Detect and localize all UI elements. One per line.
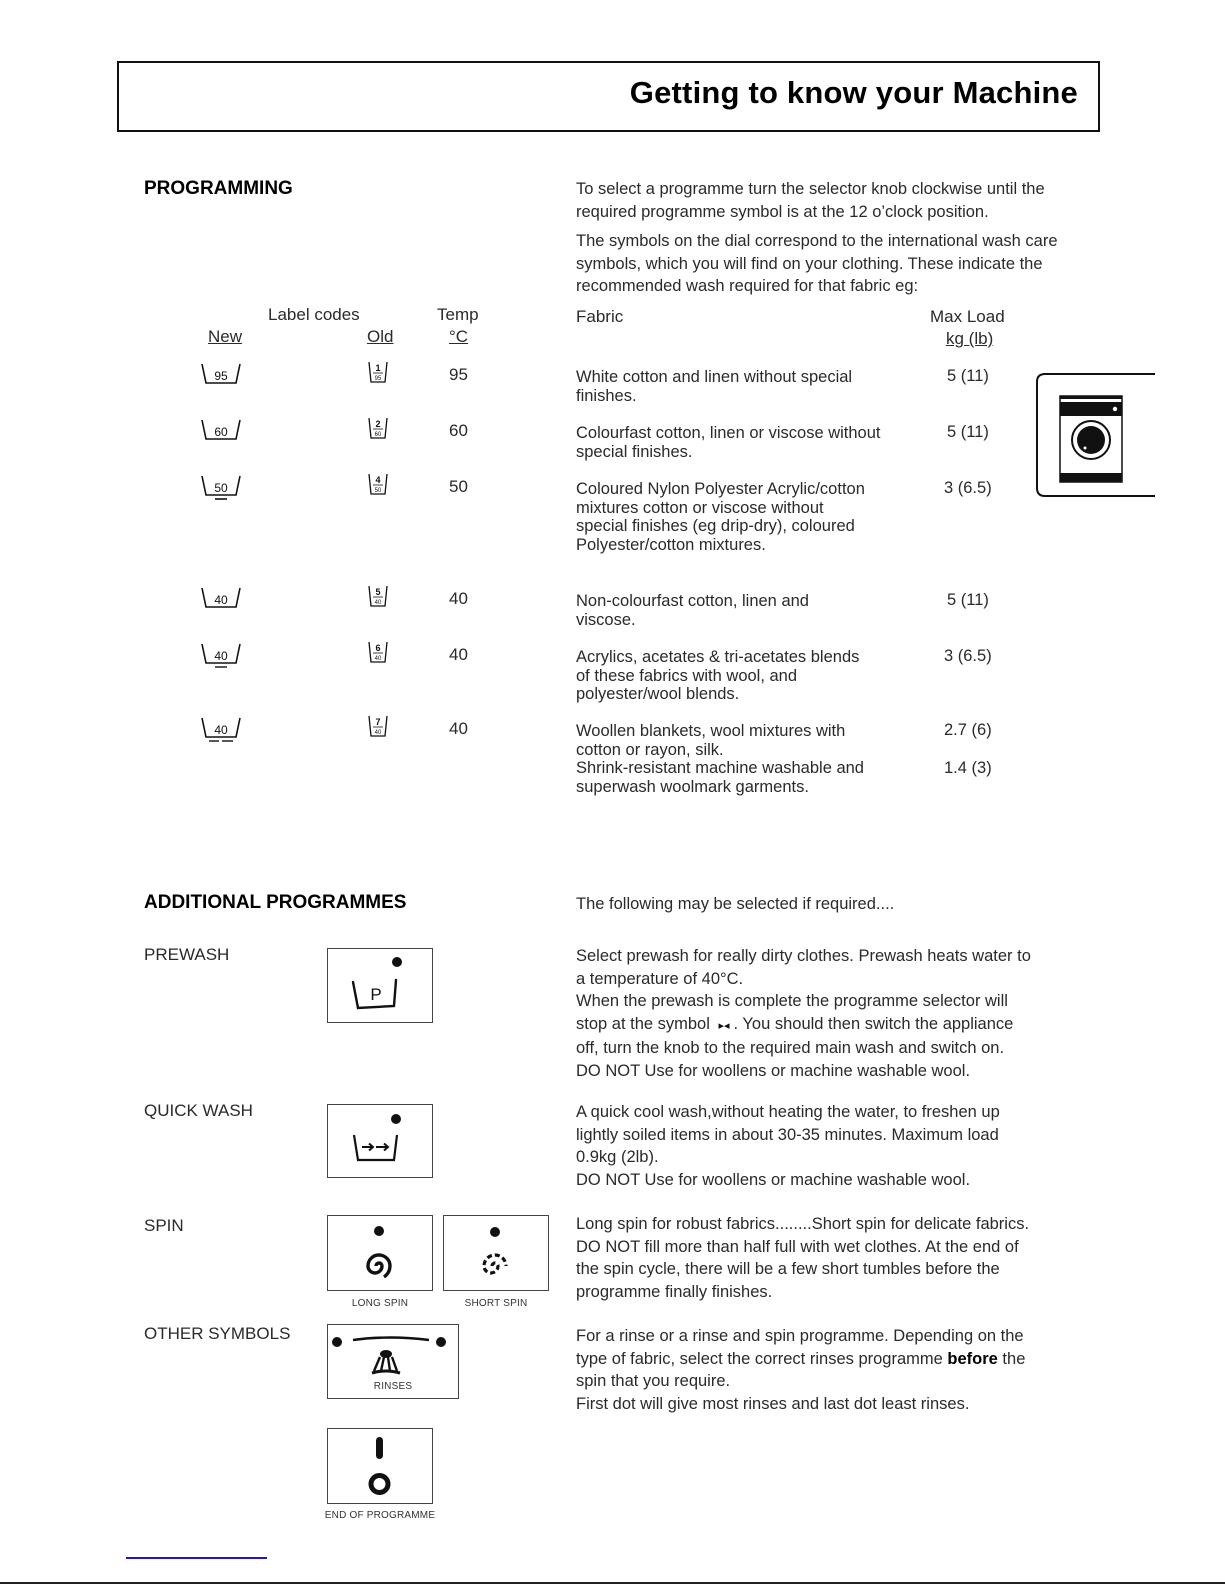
temp-value: 40 <box>449 645 468 664</box>
end-of-programme-symbol-box <box>327 1428 433 1504</box>
svg-text:50: 50 <box>214 481 228 495</box>
programming-heading: PROGRAMMING <box>144 178 293 199</box>
svg-text:7: 7 <box>375 717 381 727</box>
new-wash-symbol-40-synthetic <box>200 642 242 670</box>
svg-text:1: 1 <box>375 363 381 373</box>
new-wash-symbol-40 <box>200 586 242 610</box>
svg-text:P: P <box>370 985 382 1004</box>
fabric-description: Woollen blankets, wool mixtures with cotton or rayon, silk. <box>576 722 846 759</box>
max-load-value: 5 (11) <box>947 423 989 441</box>
prewash-symbol-box <box>327 948 433 1023</box>
svg-text:60: 60 <box>214 425 228 439</box>
quick-wash-tub-icon <box>328 1105 432 1177</box>
fabric-description: Colourfast cotton, linen or viscose without special finishes. <box>576 424 881 461</box>
old-wash-symbol-1 <box>367 360 389 384</box>
old-wash-symbol-6 <box>367 640 389 664</box>
fabric-description: Shrink-resistant machine washable and superwash woolmark garments. <box>576 759 864 796</box>
additional-programmes-heading: ADDITIONAL PROGRAMMES <box>144 892 407 913</box>
old-wash-symbol-7 <box>367 714 389 738</box>
svg-text:40: 40 <box>374 656 382 662</box>
svg-text:40: 40 <box>374 730 382 736</box>
temp-value: 95 <box>449 365 468 384</box>
quick-wash-symbol-box <box>327 1104 433 1178</box>
max-load-header: Max Load <box>930 307 1005 326</box>
svg-text:40: 40 <box>214 593 228 607</box>
temp-unit-header: °C <box>449 327 469 346</box>
svg-text:40: 40 <box>374 600 382 606</box>
svg-text:40: 40 <box>214 723 228 737</box>
max-load-value: 3 (6.5) <box>944 647 992 665</box>
temp-value: 40 <box>449 589 468 608</box>
fabric-description: Non-colourfast cotton, linen and viscose. <box>576 592 809 629</box>
spin-description: Long spin for robust fabrics........Short spin for delicate fabrics. DO NOT fill more than half full with wet clothes. At the end of the spin cycle, there will be a few short tumbles before the programme finally finishes. <box>576 1215 1030 1301</box>
temp-value: 50 <box>449 477 468 496</box>
long-spin-symbol-box <box>327 1215 433 1291</box>
other-symbols-description: For a rinse or a rinse and spin programme. Depending on the type of fabric, select the correct rinses programme before the spin that you require. First dot will give most rinses and last dot least rinses. <box>576 1327 1026 1413</box>
temp-value: 40 <box>449 719 468 738</box>
fabric-header: Fabric <box>576 307 624 326</box>
max-load-value: 1.4 (3) <box>944 759 992 777</box>
programming-intro <box>576 178 1076 298</box>
prewash-label: PREWASH <box>144 945 230 964</box>
short-spin-symbol-box <box>443 1215 549 1291</box>
page-header <box>117 61 1100 132</box>
additional-intro: The following may be selected if required.... <box>576 895 895 913</box>
new-wash-symbol-95 <box>200 362 242 386</box>
svg-text:6: 6 <box>375 643 381 653</box>
before-emphasis: before <box>947 1349 998 1368</box>
old-wash-symbol-2 <box>367 416 389 440</box>
max-load-unit-header: kg (lb) <box>946 329 994 348</box>
spin-label: SPIN <box>144 1216 184 1235</box>
fabric-description: Acrylics, acetates & tri-acetates blends of these fabrics with wool, and polyester/wool blends. <box>576 648 860 703</box>
quick-wash-label: QUICK WASH <box>144 1101 253 1120</box>
max-load-value: 2.7 (6) <box>944 721 992 739</box>
bottom-link-underline <box>126 1557 267 1559</box>
temp-header: Temp <box>437 305 479 324</box>
new-header: New <box>208 327 243 346</box>
max-load-value: 5 (11) <box>947 367 989 385</box>
svg-text:40: 40 <box>214 649 228 663</box>
quick-wash-description: A quick cool wash,without heating the water, to freshen up lightly soiled items in about 30-35 minutes. Maximum load 0.9kg (2lb). DO NOT Use for woollens or machine washable wool. <box>576 1103 1000 1189</box>
rinses-caption: RINSES <box>373 1381 413 1392</box>
short-spin-icon <box>444 1216 548 1290</box>
old-wash-symbol-5 <box>367 584 389 608</box>
new-wash-symbol-60 <box>200 418 242 442</box>
old-header: Old <box>367 327 394 346</box>
washing-machine-icon <box>1035 372 1155 500</box>
temp-value: 60 <box>449 421 468 440</box>
max-load-value: 3 (6.5) <box>944 479 992 497</box>
end-of-programme-caption: END OF PROGRAMME <box>324 1510 436 1521</box>
new-wash-symbol-40-wool <box>200 716 242 744</box>
svg-text:95: 95 <box>214 369 228 383</box>
max-load-value: 5 (11) <box>947 591 989 609</box>
prewash-stop-symbol-icon: ▸◂ <box>718 1019 730 1032</box>
short-spin-caption: SHORT SPIN <box>464 1298 528 1309</box>
svg-text:50: 50 <box>374 488 382 494</box>
fabric-description: Coloured Nylon Polyester Acrylic/cotton mixtures cotton or viscose without special finishes (eg drip-dry), coloured Polyester/cotton mixtures. <box>576 480 865 554</box>
long-spin-caption: LONG SPIN <box>351 1298 409 1309</box>
new-wash-symbol-50-synthetic <box>200 474 242 502</box>
fabric-description: White cotton and linen without special finishes. <box>576 368 853 405</box>
label-codes-header: Label codes <box>268 305 360 324</box>
long-spin-icon <box>328 1216 432 1290</box>
svg-text:5: 5 <box>375 587 381 597</box>
svg-text:4: 4 <box>375 475 381 485</box>
rinses-icon <box>328 1325 458 1383</box>
other-symbols-label: OTHER SYMBOLS <box>144 1324 291 1343</box>
svg-text:95: 95 <box>374 376 382 382</box>
old-wash-symbol-4 <box>367 472 389 496</box>
svg-text:60: 60 <box>374 432 382 438</box>
prewash-description: Select prewash for really dirty clothes. Prewash heats water to a temperature of 40°C. When the prewash is complete the programme selector will stop at the symbol ▸◂ . You should then switch the appliance off, turn the knob to the required main wash and switch on. DO NOT Use for woollens or machine washable wool. <box>576 947 1031 1080</box>
prewash-tub-icon <box>328 949 432 1022</box>
page-bottom-border <box>0 1582 1225 1584</box>
rinses-symbol-box <box>327 1324 459 1399</box>
svg-text:2: 2 <box>375 419 381 429</box>
page-title: Getting to know your Machine <box>629 75 1078 110</box>
end-of-programme-icon <box>328 1429 432 1503</box>
intro-paragraph-1: To select a programme turn the selector knob clockwise until the required programme symbol is at the 12 o’clock position. <box>576 180 1045 221</box>
intro-paragraph-2: The symbols on the dial correspond to the international wash care symbols, which you will find on your clothing. These indicate the recommended wash required for that fabric eg: <box>576 232 1058 295</box>
